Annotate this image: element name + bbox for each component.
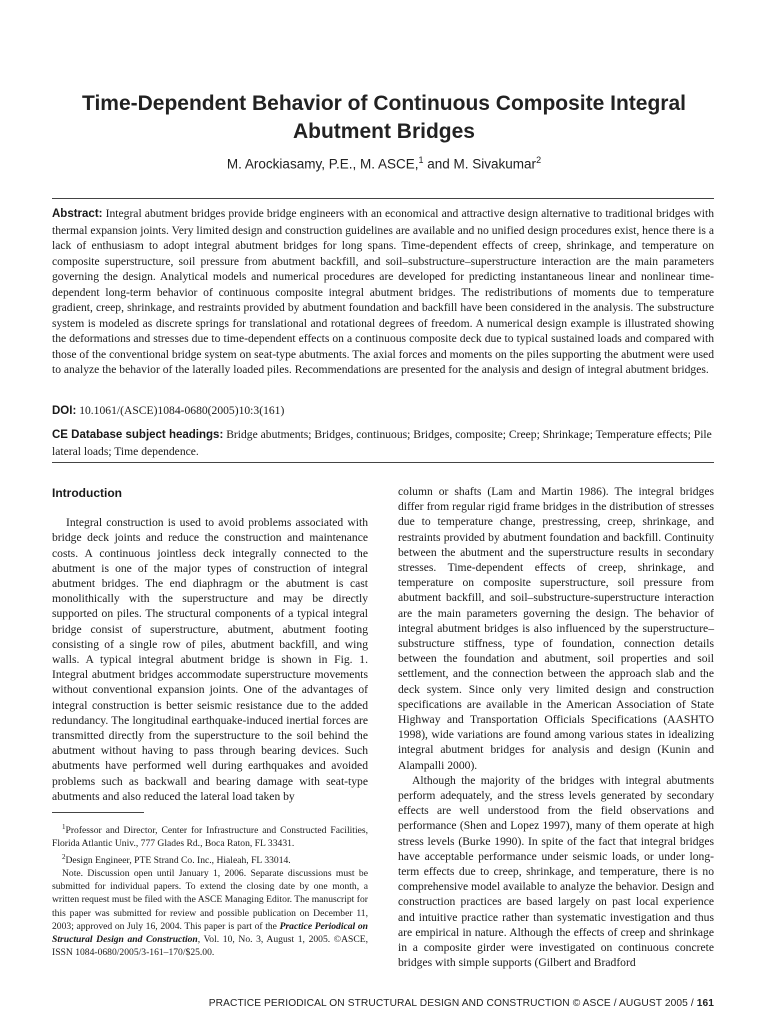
doi-label: DOI:: [52, 405, 77, 417]
footnote-1-mark: 1: [62, 823, 66, 832]
author-2-footnote-mark: 2: [536, 155, 542, 165]
note-lead: Note. Discussion open until January 1, 2006. Separate discussions must be submitted for individual papers. To extend the closing date by one month, a written request must be filed with the ASCE Managing Editor. The manuscript for this paper was submitted for review and possible publication on December 11, 2003; approved on July 16, 2004. This paper is part of the: [52, 868, 368, 932]
footnotes: [52, 821, 368, 959]
abstract: [52, 206, 714, 378]
intro-paragraph-1-continued: column or shafts (Lam and Martin 1986). The integral bridges differ from regular rigid frame bridges in the distribution of stresses due to temperature change, prestressing, creep, shrinkage, and restraints provided by abutment foundation and backfill. Continuity between the abutment and the superstructure results in secondary stresses. Time-dependent effects of creep, shrinkage, and temperature on composite superstructure, soil pressure from abutment backfill, and soil–substructure-superstructure interaction are the main parameters governing the design. The behavior of integral abutment bridges is also influenced by the superstructure–substructure stiffness, type of foundation, connection details between the foundation and abutment, soil properties and soil settlement, and the connection between the approach slab and the deck system. Since only very limited design and construction specifications are available in the American Association of State Highway and Transportation Officials Specifications (AASHTO 1998), wide variations are found among various states in idealizing integral abutment bridges for analysis and design (Kunin and Alampalli 2000).: [398, 485, 714, 772]
doi-value: 10.1061/(ASCE)1084-0680(2005)10:3(161): [79, 404, 285, 417]
intro-paragraph-1: Integral construction is used to avoid problems associated with bridge deck joints and reduce the construction and maintenance costs. A continuous jointless deck integrally connected to the abutment is one of the major types of construction of integral abutment bridges. The end diaphragm or the abutment is cast monolithically with the superstructure and may be directly supported on piles. The structural components of a typical integral bridge consist of superstructure, abutment, abutment footing consisting of a single row of piles, abutment backfill, and wing walls. A typical integral abutment bridge is shown in Fig. 1. Integral abutment bridges accommodate superstructure movements without conventional expansion joints. One of the advantages of integral construction is better seismic resistance due to the added redundancy. The longitudinal earthquake-induced inertial forces are transmitted directly from the superstructure to the soil behind the abutment without having to pass through bearing devices. Such abutments have performed well during earthquakes and avoided problems such as backwall and bearing damage with seat-type abutments and also reduced the lateral load taken by: [52, 516, 368, 803]
running-footer: [209, 998, 714, 1009]
footnote-2-text: Design Engineer, PTE Strand Co. Inc., Hialeah, FL 33014.: [65, 854, 291, 866]
subject-headings-text: Bridge abutments; Bridges, continuous; Bridges, composite; Creep; Shrinkage; Temperature effects; Pile lateral loads; Time dependence.: [52, 428, 712, 458]
discussion-note: [52, 867, 368, 959]
author-connector: and: [423, 156, 454, 172]
author-1-footnote-mark: 1: [418, 155, 424, 165]
journal-name: Practice Periodical on Structural Design and Construction: [52, 920, 368, 946]
section-heading-introduction: Introduction: [52, 486, 122, 500]
footnote-1: [52, 821, 368, 851]
author-line: [40, 155, 728, 172]
left-column: [52, 484, 368, 959]
footnote-2: [52, 851, 368, 867]
intro-paragraph-2: Although the majority of the bridges with integral abutments perform adequately, and the stress levels generated by secondary effects are well understood from the field observations and performance (Shen and Lopez 1997), many of them operate at high stress levels (Burke 1990). In spite of the fact that integral bridges have acceptable performance under seismic loads, or under long-term effects due to creep, shrinkage, and temperature, there is no comprehensive model available to analyze the behavior. Design and construction practices are based largely on past local experience and intuitive practice rather than systematic investigation and thus are empirical in nature. Although the effects of creep and shrinkage in a composite girder were investigated on continuous concrete bridges with simple supports (Gilbert and Bradford: [398, 773, 714, 970]
footer-journal-text: PRACTICE PERIODICAL ON STRUCTURAL DESIGN AND CONSTRUCTION © ASCE / AUGUST 2005 /: [208, 998, 697, 1009]
author-1: M. Arockiasamy, P.E., M. ASCE,: [226, 156, 419, 172]
abstract-text: Integral abutment bridges provide bridge engineers with an economical and attractive design alternative to traditional bridges with thermal expansion joints. Very limited design and construction guidelines are available and no unified design procedures exist, hence there is a lack of enthusiasm to adopt integral abutment bridges for long spans. Time-dependent effects of creep, shrinkage, and temperature on composite superstructure, soil pressure from abutment backfill, and soil–substructure–superstructure interaction are the main parameters governing the design. Analytical models and numerical procedures are developed for predicting instantaneous linear and nonlinear time-dependent long-term behavior of continuous composite integral abutment bridges. The redistributions of moments due to temperature gradient, creep, shrinkage, and restraints provided by abutment foundation and backfill have been considered in the analysis. The substructure system is modeled as discrete springs for translational and rotational degrees of freedom. A numerical design example is illustrated showing the deformations and stresses due to time-dependent effects on a continuous composite deck due to typical sustained loads and compared with those of the conventional bridge system on seat-type abutments. The axial forces and moments on the piles supporting the abutment were used to analyze the behavior of the laterally loaded piles. Recommendations are presented for the analysis and design of integral abutment bridges.: [52, 207, 714, 376]
abstract-top-rule: [52, 198, 714, 199]
footnote-2-mark: 2: [62, 852, 66, 861]
subject-headings: [52, 427, 714, 459]
abstract-label: Abstract:: [52, 208, 103, 220]
footnote-1-text: Professor and Director, Center for Infrastructure and Constructed Facilities, Florida Atlantic Univ., 777 Glades Rd., Boca Raton, FL 33431.: [52, 825, 368, 850]
abstract-bottom-rule: [52, 462, 714, 463]
article-title: Time-Dependent Behavior of Continuous Composite Integral Abutment Bridges: [82, 92, 686, 143]
right-column: [398, 484, 714, 971]
doi-line: [52, 403, 714, 420]
note-tail: , Vol. 10, No. 3, August 1, 2005. ©ASCE, ISSN 1084-0680/2005/3-161–170/$25.00.: [52, 934, 368, 959]
subject-headings-label: CE Database subject headings:: [52, 429, 224, 441]
footnote-rule: [52, 812, 144, 813]
page-number: 161: [696, 998, 714, 1009]
author-2: M. Sivakumar: [453, 156, 537, 172]
